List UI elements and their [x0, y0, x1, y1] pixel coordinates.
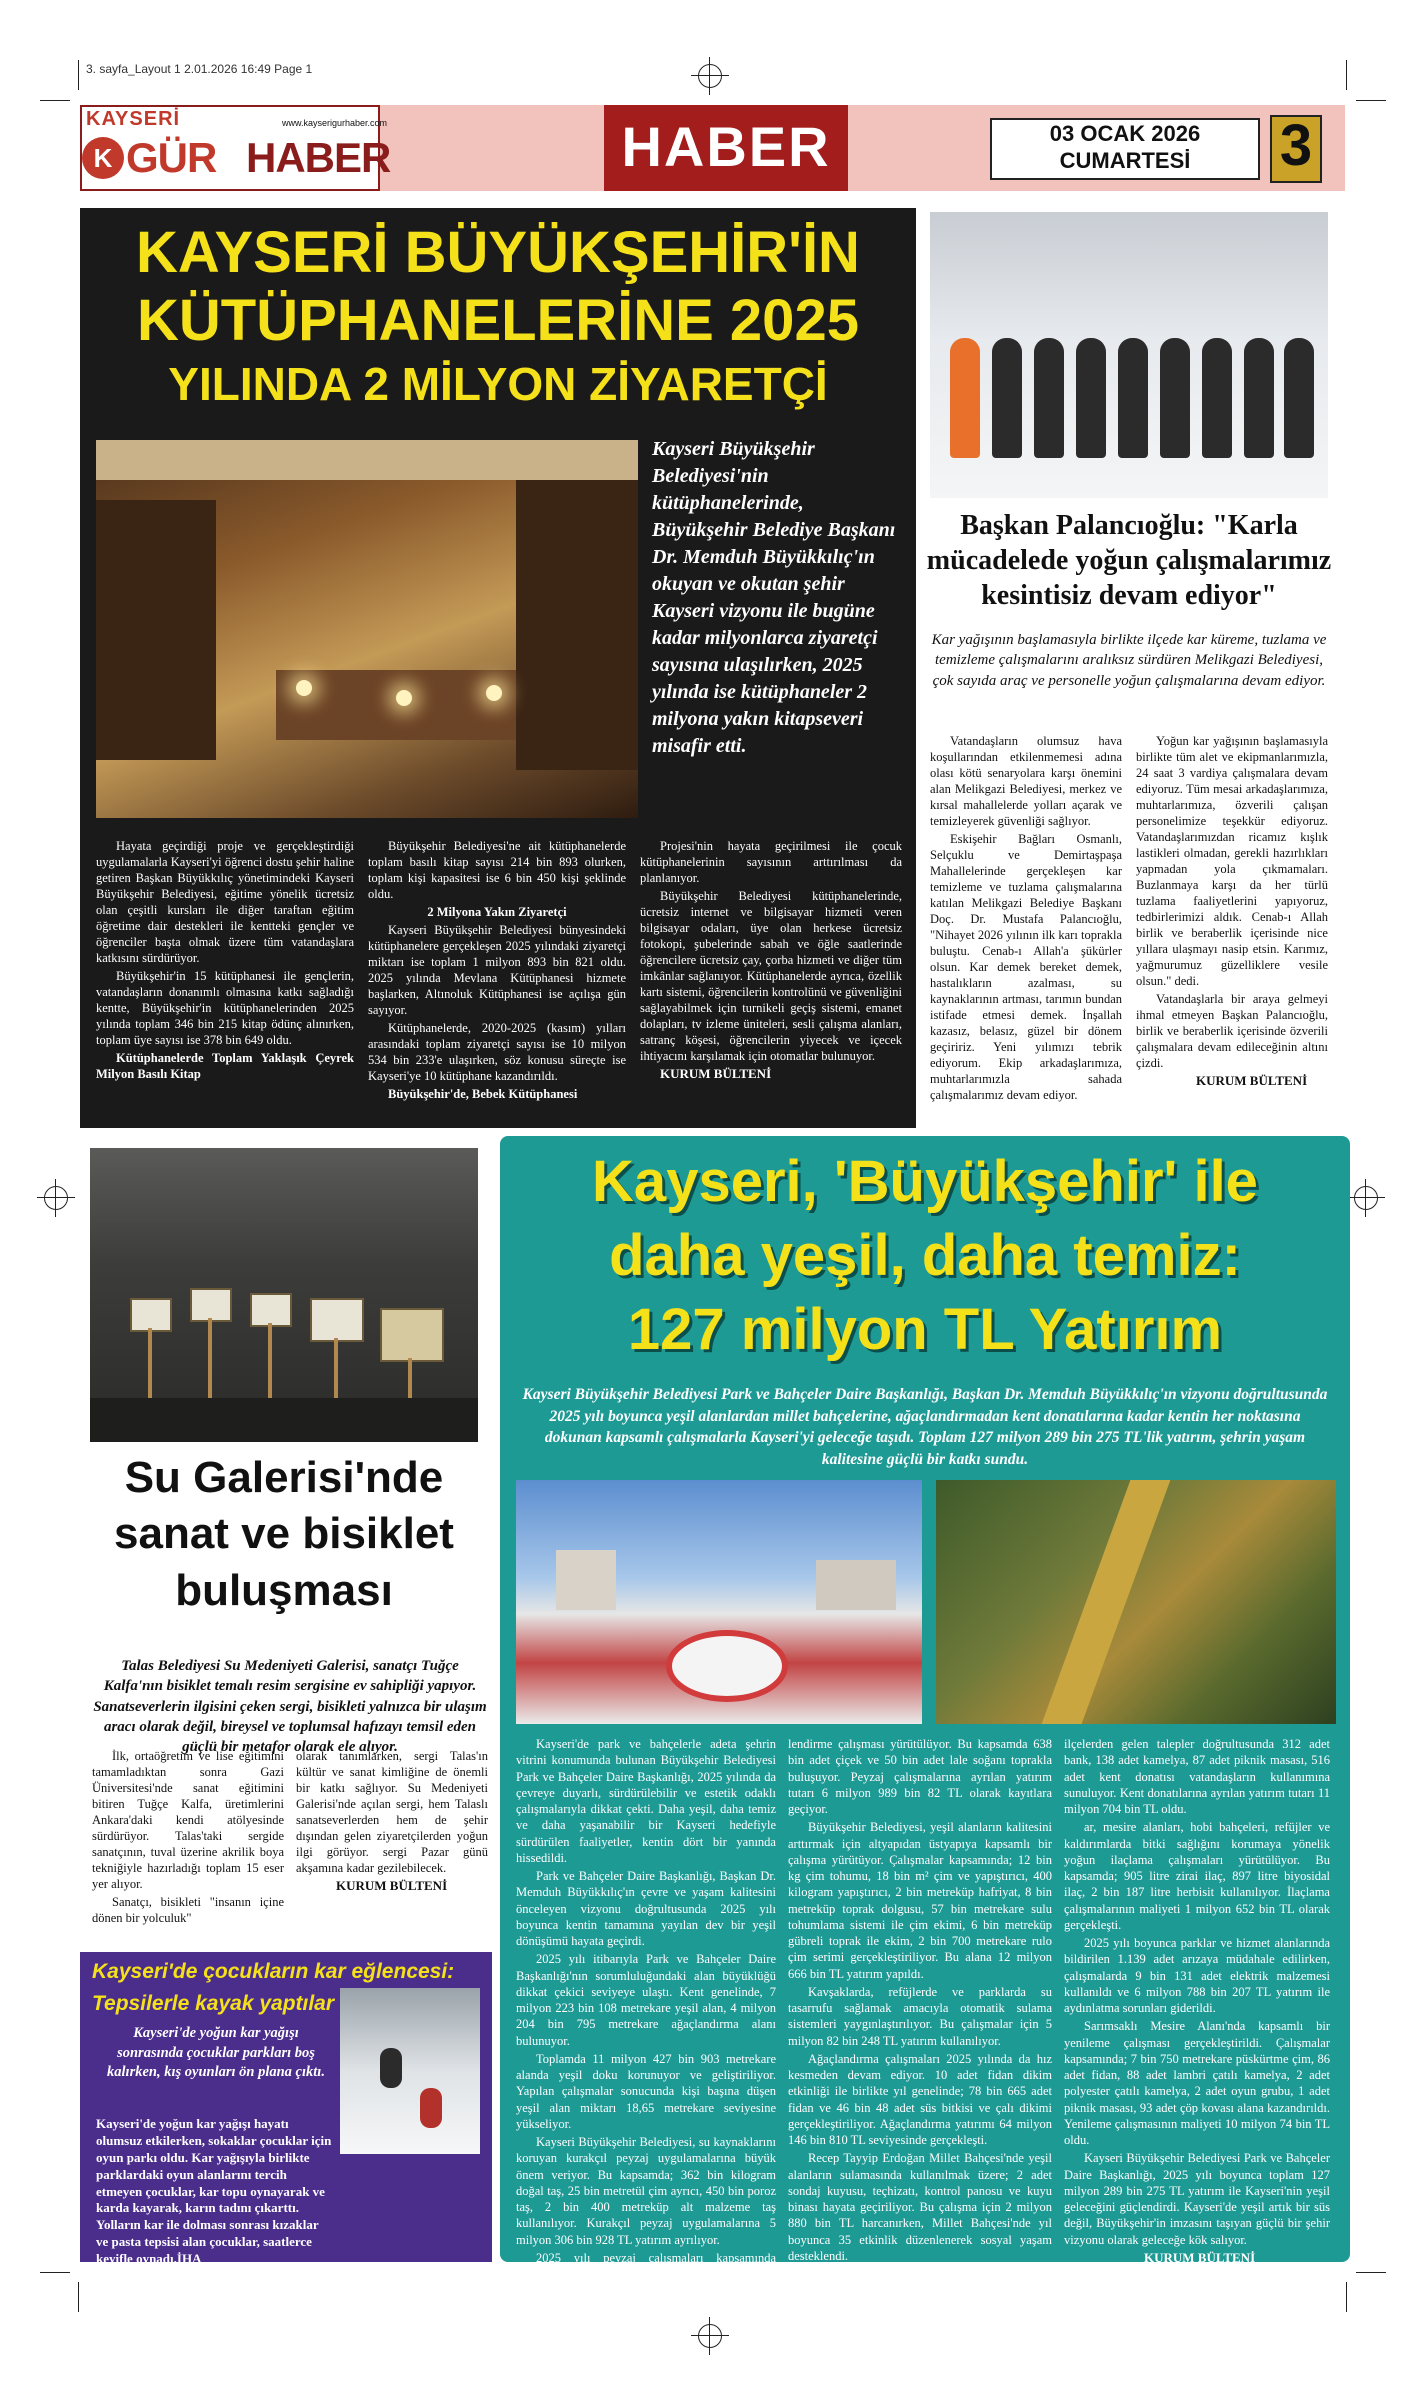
snow-column-1	[930, 733, 1122, 1105]
registration-mark	[698, 2324, 722, 2348]
lead-column-3	[640, 838, 902, 1085]
lead-intro: Kayseri Büyükşehir Belediyesi'nin kütüphanelerinde, Büyükşehir Belediye Başkanı Dr. Memduh Büyükkılıç'ın okuyan ve okutan şehir Kayseri vizyonu ile bugüne kadar milyonlarca ziyaretçi sayısına ulaşılırken, 2025 yılında ise kütüphaneler 2 milyona yakın kitapseveri misafir etti.	[652, 438, 896, 757]
paragraph: ilçelerden gelen talepler doğrultusunda 312 adet bank, 138 adet kamelya, 87 adet piknik masası, 516 adet kent donatısı vatandaşların kullanımına sunuluyor. Kent donatılarına ayrılan yatırım tutarı 11 milyon 704 bin TL oldu.	[1064, 1737, 1330, 1816]
issue-day: CUMARTESİ	[1059, 148, 1191, 173]
lead-column-2	[368, 838, 626, 1104]
paragraph: Eskişehir Bağları Osmanlı, Selçuklu ve Demirtaşpaşa Mahallelerinde gerçekleşen kar temizleme ve tuzlama çalışmalarına katılan Melikgazi Belediye Başkanı Doç. Dr. Mustafa Palancıoğlu, "Nihayet 2026 yılının ilk karı toprakla buluştu. Cenab-ı Allah'a şükürler olsun. Kar demek bereket demek, hastalıkların azalması, su kaynaklarının artması, tarımın bundan istifade etmesi demek. İnşallah kazasız, belasız, güzel bir dönem geçiririz. Yeni yılımızı tebrik ediyorum. Ekip arkadaşlarımıza, muhtarlarımızla sahada çalışmalarımız devam ediyor.	[930, 832, 1122, 1102]
green-column-3	[1064, 1736, 1330, 2269]
paragraph: Kavşaklarda, refüjlerde ve parklarda su tasarrufu sağlamak amacıyla otomatik sulama sistemleri yaygınlaştırılıyor. Bu çalışmalar için 5 milyon 82 bin 248 TL yatırım kullanılıyor.	[788, 1984, 1052, 2048]
logo-gur-text: GÜR	[126, 134, 217, 181]
gallery-column-1	[92, 1748, 284, 1928]
paragraph: İlk, ortaöğretim ve lise eğitimini tamamladıktan sonra Gazi Üniversitesi'nde sanat eğitimini bitiren Tuğçe Kalfa, üretimlerini Ankara'daki kendi atölyesinde sürdürüyor. Talas'taki sergide sanatçının, tuval üzerine akrilik boya tekniğiyle hazırladığı toplam 15 eser yer alıyor.	[92, 1749, 284, 1891]
paragraph: Toplamda 11 milyon 427 bin 903 metrekare alanda yeşil doku korunuyor ve geliştiriliyor. Yapılan çalışmalar sonucunda kişi başına düşen yeşil alan miktarı 18,65 metrekare seviyesine yükseliyor.	[516, 2051, 776, 2131]
gallery-headline-line1: Su Galerisi'nde	[124, 1453, 444, 1502]
logo-haber-text: HABER	[246, 134, 391, 181]
green-headline-line1: Kayseri, 'Büyükşehir' ile	[592, 1149, 1258, 1214]
aerial-park-photo	[936, 1480, 1336, 1724]
crop-mark	[78, 60, 79, 90]
issue-date: 03 OCAK 2026	[1049, 121, 1201, 146]
paragraph: Büyükşehir'in 15 kütüphanesi ile gençlerin, vatandaşların donanımlı olmasına katkı sağladığı kentte, Büyükşehir'in kütüphanelerinden 2025 yılında toplam 346 bin 215 kitap ödünç alınırken, toplam üye sayısı ise 378 bin 649 oldu.	[96, 969, 354, 1047]
lead-headline-line2: KÜTÜPHANELERİNE 2025	[137, 288, 859, 353]
crop-mark	[40, 100, 70, 101]
paragraph: Kayseri Büyükşehir Belediyesi Park ve Bahçeler Daire Başkanlığı, 2025 yılı boyunca toplam 127 milyon 289 bin 275 TL yatırım ile Kayseri'nin yeşil geleceğini güçlendirdi. Kayseri'de yeşil artık bir süs değil, Büyükşehir'in imzasını taşıyan güçlü bir şehir vizyonu olarak geleceğe kök salıyor.	[1064, 2151, 1330, 2247]
paragraph: 2025 yılı itibarıyla Park ve Bahçeler Daire Başkanlığı'nın sorumluluğundaki alan büyüklüğü dikkat çekici seviyeye ulaştı. Kent genelinde, 7 milyon 223 bin 108 metrekare yeşil alan, 4 milyon 204 bin 795 metrekare ağaçlandırma alanı bulunuyor.	[516, 1952, 776, 2048]
paragraph: ar, mesire alanları, hobi bahçeleri, refüjler ve kaldırımlarda bitki sağlığını korumaya yönelik yoğun ilaçlama çalışmaları yürütülüyor. Bu kapsamda; 905 litre zirai ilaç, 897 litre biyosidal ilaç, 2 bin 187 litre herbisit kullanılıyor. İlaçlama çalışmalarının maliyeti 1 milyon 652 bin TL olarak gerçekleşti.	[1064, 1820, 1330, 1932]
lead-headline-line1: KAYSERİ BÜYÜKŞEHİR'İN	[136, 220, 860, 285]
registration-mark	[698, 64, 722, 88]
paragraph: Sarımsaklı Mesire Alanı'nda kapsamlı bir yenileme çalışması gerçekleştirildi. Çalışmalar kapsamında; 7 bin 750 metrekare püskürtme çim, 86 adet fidan, 88 adet lambri çatılı kamelya, 2 adet polyester çatılı kamelya, 2 adet oyun grubu, 1 adet piknik masası, 93 adet çöp kovası alana kazandırıldı. Yenileme çalışmasının maliyeti 10 milyon 74 bin TL oldu.	[1064, 2019, 1330, 2147]
paragraph: Parklar, mesire alanları, kamu kurumları ve	[808, 2267, 1026, 2281]
subheading: Büyükşehir'de, Bebek Kütüphanesi	[388, 1087, 578, 1101]
subheading: 2 Milyona Yakın Ziyaretçi	[427, 905, 567, 919]
green-intro: Kayseri Büyükşehir Belediyesi Park ve Bahçeler Daire Başkanlığı, Başkan Dr. Memduh Büyükkılıç'ın vizyonu doğrultusunda 2025 yılı boyunca yeşil alanlardan millet bahçelerine, ağaçlandırmadan kent donatılarına kadar kentin her noktasına dokunan kapsamlı çalışmalarla Kayseri'yi geleceğe taşıdı. Toplam 127 milyon 289 bin 275 TL'lik yatırım, şehrin yaşam kalitesine güçlü bir katkı sundu.	[522, 1386, 1328, 1469]
snow-headline: Başkan Palancıoğlu: "Karla mücadelede yoğun çalışmalarımız kesintisiz devam ediyor"	[926, 510, 1332, 611]
crop-mark	[40, 2272, 70, 2273]
paragraph: Büyükşehir Belediyesi, yeşil alanların kalitesini arttırmak için altyapıdan üstyapıya kapsamlı bir çalışma yürütüyor. Çalışmalar kapsamında; 12 bin kg çim tohumu, 18 bin m² çim ve yapıştırıcı, 400 kilogram yapıştırıcı, 2 bin metreküp hafriyat, 8 bin metreküp toprak dolgusu, 57 bin metrekare sulu tohumlama sistemi ile çim ekimi, 6 bin metreküp gübreli toprak ile ekim, 2 bin 700 metrekare rulo çim serimi gerçekleştiriliyor. Bu alana 12 milyon 666 bin TL yatırım yapıldı.	[788, 1820, 1052, 1981]
paragraph: Kütüphanelerde, 2020-2025 (kasım) yılları arasındaki toplam ziyaretçi sayısı ise 10 milyon 534 bin 233'e ulaşırken, söz konusu süreçte ise Kayseri'ye 10 kütüphane kazandırıldı.	[368, 1021, 626, 1083]
green-headline-line3: 127 milyon TL Yatırım	[627, 1297, 1223, 1362]
byline: KURUM BÜLTENİ	[1144, 2249, 1256, 2265]
paragraph: Ağaçlandırma çalışmaları 2025 yılında da hız kesmeden devam ediyor. 10 adet fidan dikim etkinliği ile birlikte yıl genelinde; 78 bin 665 adet fidan ve 46 bin 48 adet süs bitkisi ve çalı dikimi gerçekleştiriliyor. Ağaçlandırma yatırımı 64 milyon 146 bin 810 TL seviyesinde gerçekleşti.	[788, 2051, 1052, 2147]
paragraph: Büyükşehir Belediyesi'ne ait kütüphanelerde toplam basılı kitap sayısı 214 bin 893 olurken, toplam kişi kapasitesi ise 6 bin 450 kişi şeklinde oldu.	[368, 839, 626, 901]
section-title: HABER	[621, 115, 831, 178]
kids-sledding-photo	[340, 1988, 480, 2154]
kids-body: Kayseri'de yoğun kar yağışı hayatı olumsuz etkilerken, sokaklar çocuklar için oyun parkı oldu. Kar yağışıyla birlikte parklardaki oyun alanlarını tercih etmeyen çocuklar, kar topu oynayarak ve karda kayarak, karın tadını çıkarttı. Yolların kar ile dolması sonrası kızaklar ve pasta tepsisi alan çocuklar, saatlerce keyifle oynadı.İHA	[96, 2116, 332, 2267]
gallery-column-2	[296, 1748, 488, 1897]
site-url: www.kayserigurhaber.com	[282, 118, 388, 128]
paragraph: Vatandaşlarla bir araya gelmeyi ihmal etmeyen Başkan Palancıoğlu, birlik ve beraberlik içerisinde özverili çalışmalara devam edileceğinin altını çizdi.	[1136, 992, 1328, 1070]
subheading: Kütüphanelerde Toplam Yaklaşık Çeyrek Milyon Basılı Kitap	[96, 1051, 354, 1081]
paragraph: Recep Tayyip Erdoğan Millet Bahçesi'nde yeşil alanların sulamasında kullanılmak üzere; 2 adet sondaj kuyusu, teçhizatı, kontrol panosu ve kuyu binası hayata geçiriliyor. Bu çalışma için 2 milyon 880 bin TL harcanırken, Millet Bahçesi'nde yıl boyunca 35 etkinlik düzenlenerek sosyal yaşam desteklendi.	[788, 2151, 1052, 2263]
crop-mark	[1346, 2282, 1347, 2312]
paragraph: olarak tanımlarken, sergi Talas'ın kültür ve sanat kimliğine de önemli bir katkı sağlıyor. Su Medeniyeti Galerisi'nde açılan sergi, hem Talaslı sanatseverlerden hem de şehir dışından gelen ziyaretçilerden yoğun ilgi görüyor. sergi Pazar günü akşamına kadar gezilebilecek.	[296, 1749, 488, 1875]
paragraph: Projesi'nin hayata geçirilmesi ile çocuk kütüphanelerinin sayısının arttırılması da planlanıyor.	[640, 839, 902, 885]
green-column-1	[516, 1736, 776, 2284]
logo-kayseri-text: KAYSERİ	[86, 108, 181, 130]
gallery-headline-line2: sanat ve bisiklet	[114, 1509, 454, 1559]
paragraph: Yoğun kar yağışının başlamasıyla birlikte tüm alet ve ekipmanlarımızla, 24 saat 3 vardiya çalışmalara devam ediyoruz. Tüm mesai arkadaşlarımıza, muhtarlarımıza, özverili çalışan personelimize teşekkür ediyoruz. Vatandaşlarımızdan ricamız kışlık lastikleri olmadan, gerekli hazırlıkları yapmadan yola çıkmamaları. Buzlanmaya karşı da her türlü tuzlama faaliyetlerini yapıyoruz, tedbirlerimizi aldık. Cenab-ı Allah birlik ve beraberlik içerisinde nice yıllara ulaşmayı nasip etsin. Karımız, yağmurumuz güzelliklere vesile olsun." dedi.	[1136, 734, 1328, 988]
crop-mark	[1346, 60, 1347, 90]
paragraph: Sanatçı, bisikleti "insanın içine dönen bir yolculuk"	[92, 1895, 284, 1925]
paragraph: Hayata geçirdiği proje ve gerçekleştirdiği uygulamalarla Kayseri'yi öğrenci dostu şehir haline getiren Başkan Büyükkılıç yönetimindeki Kayseri Büyükşehir Belediyesi, eğitime yönelik ücretsiz olan çeşitli kursları ile diğer taraftan eğitim öğretime dair destekleri ile kentteki gençler ve öğrenciler başta olmak üzere tüm vatandaşlara katkısını sürdürüyor.	[96, 839, 354, 965]
lead-headline-line3: YILINDA 2 MİLYON ZİYARETÇİ	[168, 358, 828, 410]
kids-headline-line1: Kayseri'de çocukların kar eğlencesi:	[92, 1960, 455, 1983]
snow-intro: Kar yağışının başlamasıyla birlikte ilçede kar küreme, tuzlama ve temizleme çalışmalarını aralıksız sürdüren Melikgazi Belediyesi, çok sayıda araç ve personelle yoğun çalışmalarına devam ediyor.	[931, 632, 1327, 689]
paragraph: Park ve Bahçeler Daire Başkanlığı, Başkan Dr. Memduh Büyükkılıç'ın çevre ve yaşam kalitesini önceleyen vizyonu doğrultusunda 2025 yılı boyunca kentin tamamına yayılan dev bir yeşil dönüşümü hayata geçirdi.	[516, 1869, 776, 1948]
print-slug: 3. sayfa_Layout 1 2.01.2026 16:49 Page 1	[86, 62, 313, 76]
page-number: 3	[1279, 113, 1313, 178]
byline: KURUM BÜLTENİ	[336, 1878, 448, 1893]
gallery-intro: Talas Belediyesi Su Medeniyeti Galerisi, sanatçı Tuğçe Kalfa'nın bisiklet temalı resim sergisine ev sahipliği yapıyor. Sanatseverlerin ilgisini çeken sergi, bisikleti yalnızca bir ulaşım aracı olarak değil, bireysel ve toplumsal hafızayı temsil eden güçlü bir metafor olarak ele alıyor.	[93, 1658, 487, 1755]
crop-mark	[1356, 2272, 1386, 2273]
crop-mark	[78, 2282, 79, 2312]
logo-k-icon: K	[82, 137, 124, 179]
registration-mark	[1354, 1186, 1378, 1210]
crop-mark	[1356, 100, 1386, 101]
paragraph: Büyükşehir Belediyesi kütüphanelerinde, ücretsiz internet ve bilgisayar hizmeti veren bilgisayar odaları, üye olan herkese ücretsiz fotokopi, şubelerinde sabah ve öğle saatlerinde öğrencilere ücretsiz çay, çorba hizmeti ve diğer tüm imkânlar sağlanıyor. Kütüphanelerde ayrıca, özellik kartı sistemi, öğrencilerin kontrolünü ve güvenliğini sağlayabilmek için turnikeli geçiş sistemi, emanet dolapları, tv izleme üniteleri, sesli çalışma alanları, satranç köşesi, öğrencilerin yiyecek ve içecek ihtiyacını karşılamak için otomatlar bulunuyor.	[640, 889, 902, 1063]
kids-headline-line2: Tepsilerle kayak yaptılar	[92, 1992, 335, 2015]
paragraph: Kayseri Büyükşehir Belediyesi bünyesindeki kütüphanelere gerçekleşen 2025 yılındaki ziyaretçi miktarı ise toplam 1 milyon 893 bin 821 oldu. 2025 yılında Mevlana Kütüphanesi hizmete başlarken, Altınoluk Kütüphanesi ise açılışa gün sayıyor.	[368, 923, 626, 1017]
tulip-square-photo	[516, 1480, 922, 1724]
registration-mark	[44, 1186, 68, 1210]
paragraph: lendirme çalışması yürütülüyor. Bu kapsamda 638 bin adet çiçek ve 50 bin adet lale soğanı toprakla buluşuyor. Peyzaj çalışmalarına ayrılan yatırım tutarı 6 milyon 989 bin 82 TL olarak kayıtlara geçiyor.	[788, 1737, 1052, 1816]
paragraph: 2025 yılı peyzaj çalışmaları kapsamında Kayseri'nin dört bir yanında yoğun bir çiçek-	[516, 2250, 776, 2281]
library-photo	[96, 440, 638, 818]
kids-intro: Kayseri'de yoğun kar yağışı sonrasında çocuklar parkları boş kalırken, kış oyunları ön plana çıktı.	[107, 2025, 325, 2081]
gallery-photo	[90, 1148, 478, 1442]
paragraph: 2025 yılı boyunca parklar ve hizmet alanlarında bildirilen 1.139 adet arızaya müdahale edilirken, çalışmalarda 9 bin 131 adet elektrik malzemesi kullanıldı ve 6 milyon 788 bin 207 TL yatırım ile aydınlatma sorunları giderildi.	[1064, 1936, 1330, 2015]
lead-column-1	[96, 838, 354, 1084]
gallery-headline-line3: buluşması	[175, 1565, 393, 1615]
byline: KURUM BÜLTENİ	[1196, 1073, 1308, 1088]
snow-column-2	[1136, 733, 1328, 1092]
snow-officials-photo	[930, 212, 1328, 498]
paragraph: Kayseri'de park ve bahçelerle adeta şehrin vitrini konumunda bulunan Büyükşehir Belediyesi Park ve Bahçeler Daire Başkanlığı, 2025 yılında da çevreye duyarlı, sürdürülebilir ve estetik odaklı çalışmalarıyla dikkat çekti. Daha yeşil, daha temiz ve daha yaşanabilir bir Kayseri hedefiyle sürdürülen faaliyetler, kentin dört bir yanında hissedildi.	[516, 1737, 776, 1865]
green-column-2	[788, 1736, 1052, 2284]
gallery-headline	[80, 1450, 488, 1619]
byline: KURUM BÜLTENİ	[660, 1066, 772, 1081]
paragraph: Vatandaşların olumsuz hava koşullarından etkilenmemesi adına olası kötü senaryolara karşı önemini alan Melikgazi Belediyesi, merkez ve kırsal mahallelerde yolları açarak ve temizleyerek güvenliği sağlıyor.	[930, 734, 1122, 828]
green-headline-line2: daha yeşil, daha temiz:	[609, 1223, 1241, 1288]
paragraph: Kayseri Büyükşehir Belediyesi, su kaynaklarını koruyan kurakçıl peyzaj uygulamalarına büyük önem veriyor. Bu kapsamda; 362 bin kilogram doğal taş, 25 bin metretül çim ayrıcı, 450 bin poroz taş, 2 bin 400 metreküp alt malzeme taş kullanılıyor. Kurakçıl peyzaj uygulamalarına 5 milyon 306 bin 928 TL yatırım ayrılıyor.	[516, 2135, 776, 2247]
